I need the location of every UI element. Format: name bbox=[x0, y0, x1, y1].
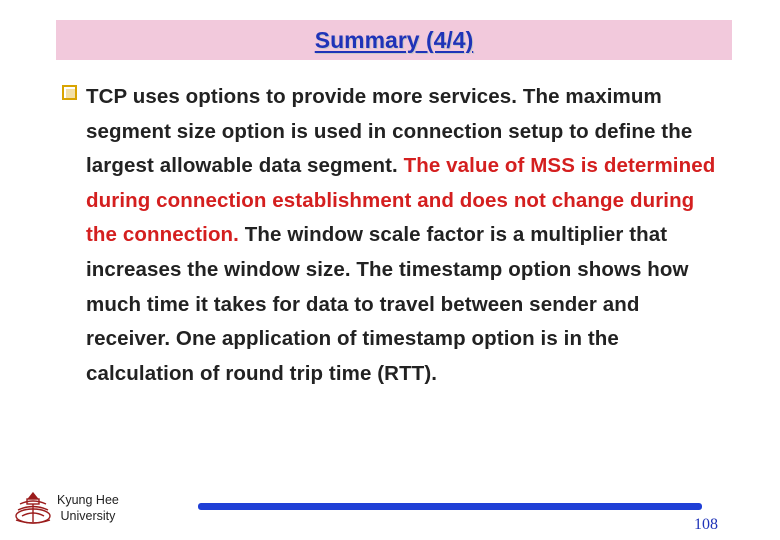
university-name bbox=[57, 492, 119, 524]
text-segment-1: TCP uses options to provide more services. The maximum segment size option is used in connection setup to define the largest allowable data segment. bbox=[86, 85, 693, 178]
page-number: 108 bbox=[694, 516, 718, 533]
checkbox-bullet-icon bbox=[62, 85, 78, 101]
footer-divider bbox=[198, 503, 702, 510]
text-segment-3: The window scale factor is a multiplier that increases the window size. The timestamp option shows how much time it takes for data to travel between sender and receiver. One application of timestamp option is in the calculation of round trip time (RTT). bbox=[86, 223, 689, 385]
page-title: Summary (4/4) bbox=[314, 26, 474, 53]
university-name-line2: University bbox=[60, 509, 116, 523]
text-segment-highlight: The value of MSS is determined during connection establishment and does not change during the connection. bbox=[86, 154, 716, 247]
summary-text bbox=[86, 80, 722, 391]
university-name-line1: Kyung Hee bbox=[57, 493, 119, 507]
summary-bullet bbox=[62, 80, 722, 391]
title-bar bbox=[56, 20, 732, 60]
university-seal-icon bbox=[12, 490, 54, 528]
